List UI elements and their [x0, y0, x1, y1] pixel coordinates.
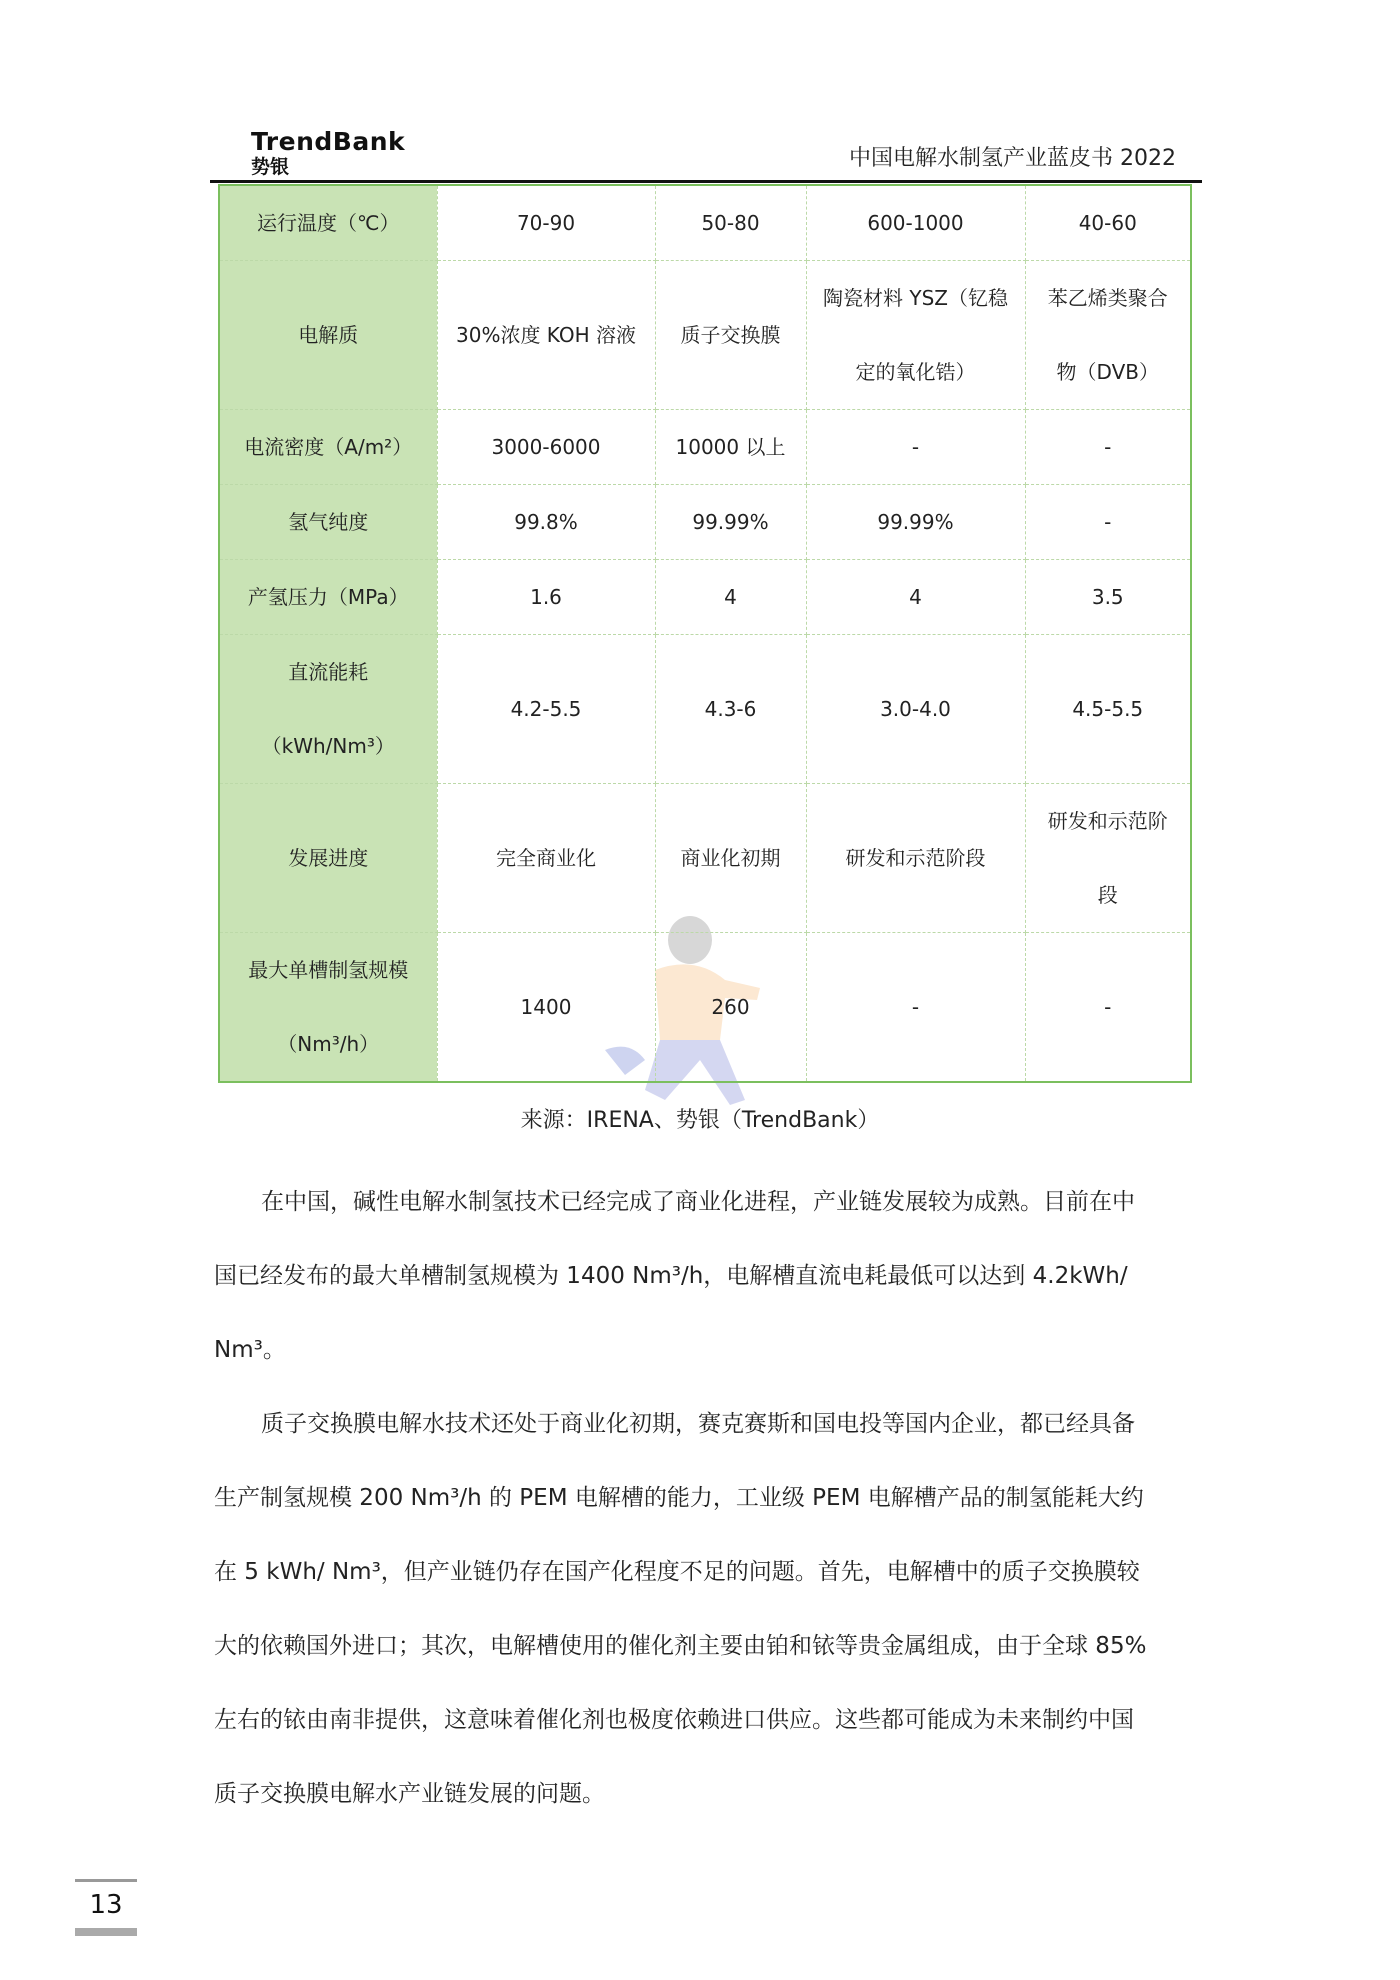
logo-en: TrendBank [251, 127, 406, 156]
cell-text-line: 1.6 [530, 585, 562, 609]
cell-text-line: 50-80 [701, 211, 760, 235]
paragraph-line: 生产制氢规模 200 Nm³/h 的 PEM 电解槽的能力，工业级 PEM 电解槽产品的制氢能耗大约 [214, 1485, 1144, 1511]
table-caption: 来源：IRENA、势银（TrendBank） [520, 1108, 880, 1133]
cell-text-line: 定的氧化锆） [855, 360, 976, 384]
table-cell [806, 635, 1025, 784]
table-cell [1025, 185, 1191, 261]
cell-text-line: 600-1000 [867, 211, 964, 235]
table-row [219, 635, 1191, 784]
page-number-text: 13 [89, 1890, 123, 1920]
paragraph-line: Nm³。 [214, 1337, 286, 1363]
cell-text-line: 4.2-5.5 [510, 697, 582, 721]
cell-text-line: 段 [1097, 883, 1118, 907]
row-label [219, 933, 437, 1083]
paragraph-line: 质子交换膜电解水技术还处于商业化初期，赛克赛斯和国电投等国内企业，都已经具备 [261, 1411, 1135, 1437]
table-cell [437, 485, 655, 560]
table-cell [655, 185, 806, 261]
table-cell [655, 410, 806, 485]
cell-text-line: 99.8% [514, 510, 578, 534]
table-cell [655, 933, 806, 1083]
cell-text-line: 4 [724, 585, 737, 609]
table-cell [437, 635, 655, 784]
cell-text-line: 运行温度（℃） [257, 211, 400, 235]
table-row [219, 560, 1191, 635]
logo-cn: 势银 [251, 156, 290, 178]
cell-text-line: 3000-6000 [491, 435, 601, 459]
comparison-table [218, 184, 1192, 1083]
cell-text-line: - [1104, 435, 1112, 459]
page-number [75, 1879, 137, 1936]
table-row [219, 485, 1191, 560]
table-cell [437, 933, 655, 1083]
cell-text-line: 发展进度 [288, 846, 369, 870]
paragraph-line: 大的依赖国外进口；其次，电解槽使用的催化剂主要由铂和铱等贵金属组成，由于全球 85% [214, 1633, 1147, 1659]
cell-text-line: 产氢压力（MPa） [247, 585, 409, 609]
cell-text-line: 物（DVB） [1056, 360, 1159, 384]
row-label [219, 185, 437, 261]
table-cell [437, 560, 655, 635]
cell-text-line: 完全商业化 [496, 846, 596, 870]
paragraph-line: 国已经发布的最大单槽制氢规模为 1400 Nm³/h，电解槽直流电耗最低可以达到 4.2kWh/ [214, 1263, 1128, 1289]
table-cell [437, 410, 655, 485]
paragraph-line: 质子交换膜电解水产业链发展的问题。 [214, 1781, 605, 1807]
row-label [219, 784, 437, 933]
cell-text-line: - [911, 995, 920, 1019]
table-cell [437, 784, 655, 933]
cell-text-line: 70-90 [516, 211, 576, 235]
table-cell [1025, 784, 1191, 933]
cell-text-line: 4 [909, 585, 922, 609]
table-row [219, 933, 1191, 1083]
cell-text-line: - [911, 435, 920, 459]
cell-text-line: 4.5-5.5 [1072, 697, 1144, 721]
table-cell [806, 261, 1025, 410]
body-text [214, 1165, 1198, 1831]
cell-text-line: 商业化初期 [680, 846, 781, 870]
table-cell [437, 185, 655, 261]
table-cell [655, 635, 806, 784]
table-cell [655, 485, 806, 560]
logo [251, 128, 405, 178]
table-cell [1025, 560, 1191, 635]
row-label [219, 560, 437, 635]
table-cell [1025, 485, 1191, 560]
table-cell [806, 485, 1025, 560]
table-cell [806, 560, 1025, 635]
table-cell [1025, 635, 1191, 784]
cell-text-line: 最大单槽制氢规模 [248, 958, 409, 982]
table-cell [655, 261, 806, 410]
header-title: 中国电解水制氢产业蓝皮书 2022 [849, 146, 1176, 171]
table-cell [655, 560, 806, 635]
cell-text-line: 30%浓度 KOH 溶液 [456, 323, 636, 347]
table-cell [1025, 410, 1191, 485]
cell-text-line: 40-60 [1078, 211, 1137, 235]
cell-text-line: 10000 以上 [675, 435, 786, 459]
cell-text-line: 研发和示范阶 [1047, 809, 1168, 833]
paragraph-line: 在 5 kWh/ Nm³，但产业链仍存在国产化程度不足的问题。首先，电解槽中的质子交换膜较 [214, 1559, 1140, 1585]
table-cell [806, 185, 1025, 261]
row-label [219, 410, 437, 485]
cell-text-line: （kWh/Nm³） [261, 734, 395, 758]
cell-text-line: - [1104, 510, 1112, 534]
cell-text-line: 260 [711, 995, 750, 1019]
cell-text-line: 3.5 [1091, 585, 1124, 609]
cell-text-line: 1400 [520, 995, 572, 1019]
cell-text-line: 陶瓷材料 YSZ（钇稳 [823, 286, 1008, 310]
header-rule [210, 180, 1202, 183]
row-label [219, 485, 437, 560]
cell-text-line: - [1104, 995, 1112, 1019]
cell-text-line: 电流密度（A/m²） [244, 435, 413, 459]
table-cell [655, 784, 806, 933]
cell-text-line: 电解质 [298, 323, 359, 347]
table-cell [437, 261, 655, 410]
table-cell [806, 410, 1025, 485]
table-cell [806, 933, 1025, 1083]
paragraph-line: 左右的铱由南非提供，这意味着催化剂也极度依赖进口供应。这些都可能成为未来制约中国 [214, 1707, 1134, 1733]
cell-text-line: （Nm³/h） [277, 1032, 380, 1056]
row-label [219, 261, 437, 410]
table-row [219, 261, 1191, 410]
cell-text-line: 氢气纯度 [288, 510, 369, 534]
cell-text-line: 苯乙烯类聚合 [1047, 286, 1168, 310]
row-label [219, 635, 437, 784]
table-row [219, 784, 1191, 933]
table-row [219, 185, 1191, 261]
cell-text-line: 研发和示范阶段 [845, 846, 986, 870]
cell-text-line: 3.0-4.0 [880, 697, 951, 721]
cell-text-line: 直流能耗 [288, 660, 369, 684]
cell-text-line: 99.99% [692, 510, 769, 534]
paragraph-line: 在中国，碱性电解水制氢技术已经完成了商业化进程，产业链发展较为成熟。目前在中 [261, 1189, 1135, 1215]
table-cell [806, 784, 1025, 933]
table-row [219, 410, 1191, 485]
table-cell [1025, 261, 1191, 410]
cell-text-line: 4.3-6 [704, 697, 757, 721]
cell-text-line: 质子交换膜 [680, 323, 781, 347]
table-cell [1025, 933, 1191, 1083]
cell-text-line: 99.99% [877, 510, 954, 534]
